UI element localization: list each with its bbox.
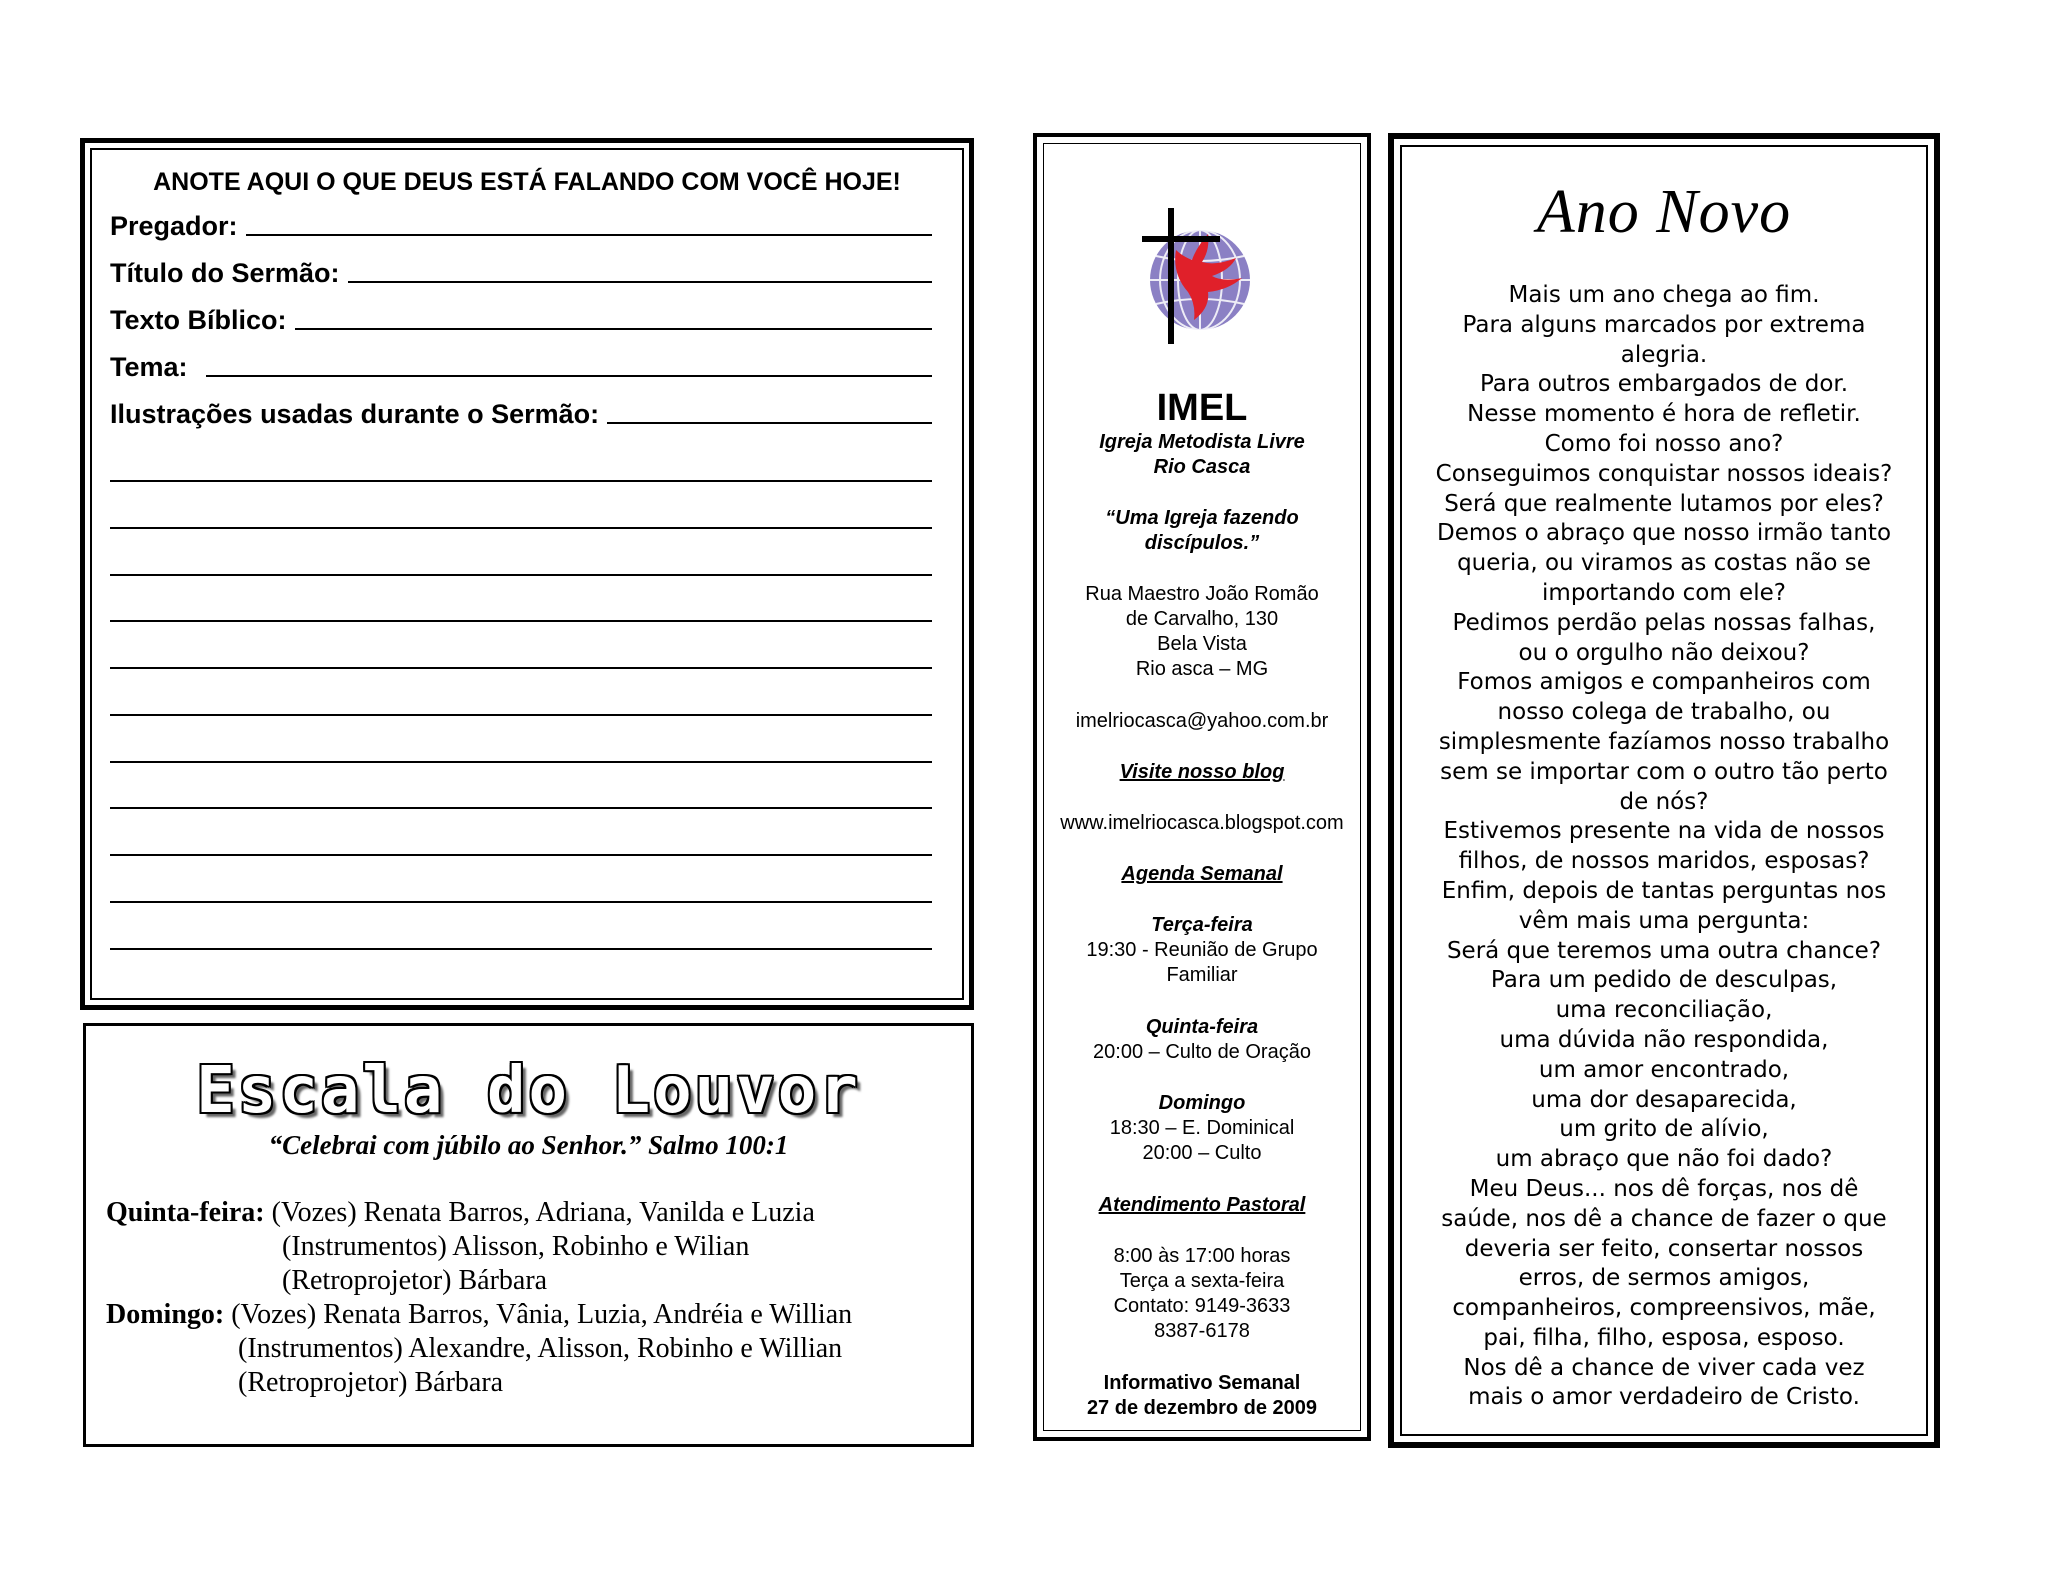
message-line: Para outros embargados de dor. [1479, 371, 1849, 398]
blog-heading: Visite nosso blog [1119, 761, 1285, 783]
agenda-tuesday-line1: 19:30 - Reunião de Grupo [1086, 939, 1318, 961]
address-line: Bela Vista [1157, 633, 1247, 655]
field-illustrations-label: Ilustrações usadas durante o Sermão: [110, 399, 600, 429]
schedule-sunday [106, 1298, 852, 1400]
field-theme-line[interactable] [206, 375, 932, 377]
message-line: Pedimos perdão pelas nossas falhas, [1452, 609, 1876, 636]
schedule-sunday-instruments: (Instrumentos) Alexandre, Alisson, Robinho e Willian [238, 1333, 843, 1364]
agenda-tuesday-line2: Familiar [1166, 964, 1238, 986]
church-info-inner-border [1043, 143, 1361, 1431]
message-line: alegria. [1620, 341, 1708, 368]
church-name-line1: Igreja Metodista Livre [1099, 431, 1305, 453]
message-line: uma dúvida não respondida, [1499, 1026, 1829, 1053]
field-illustrations [110, 394, 932, 430]
agenda-thursday [1044, 1015, 1360, 1065]
message-line: pai, filha, filho, esposa, esposo. [1483, 1324, 1845, 1351]
message-line: filhos, de nossos maridos, esposas? [1458, 848, 1870, 875]
schedule-thursday-voices: (Vozes) Renata Barros, Adriana, Vanilda e Luzia [271, 1197, 815, 1228]
message-line: importando com ele? [1542, 579, 1786, 606]
pastoral-line: 8:00 às 17:00 horas [1113, 1245, 1291, 1267]
message-line: uma dor desaparecida, [1531, 1086, 1797, 1113]
agenda-tuesday [1044, 913, 1360, 988]
message-line: um grito de alívio, [1559, 1116, 1769, 1143]
address-line: Rio asca – MG [1135, 658, 1269, 680]
message-line: saúde, nos dê a chance de fazer o que [1441, 1205, 1887, 1232]
church-name [1044, 430, 1360, 480]
message-line: Será que realmente lutamos por eles? [1444, 490, 1884, 517]
notes-blank-line[interactable] [110, 620, 932, 622]
notes-blank-line[interactable] [110, 948, 932, 950]
message-line: Mais um ano chega ao fim. [1508, 282, 1820, 308]
address-line: Rua Maestro João Romão [1085, 583, 1319, 605]
message-line: Como foi nosso ano? [1544, 430, 1784, 457]
message-line: Nos dê a chance de viver cada vez [1463, 1354, 1865, 1381]
message-line: Conseguimos conquistar nossos ideais? [1435, 460, 1893, 487]
message-line: ou o orgulho não deixou? [1518, 639, 1810, 666]
church-name-line2: Rio Casca [1153, 456, 1251, 478]
message-line: vêm mais uma pergunta: [1518, 907, 1810, 934]
new-year-message-panel [1388, 133, 1940, 1448]
agenda-tuesday-day: Terça-feira [1151, 914, 1253, 936]
field-preacher-line[interactable] [246, 234, 932, 236]
notes-blank-line[interactable] [110, 714, 932, 716]
agenda-sunday-line2: 20:00 – Culto [1142, 1142, 1262, 1164]
agenda-heading: Agenda Semanal [1121, 863, 1283, 885]
message-line: um abraço que não foi dado? [1495, 1146, 1833, 1173]
message-line: nosso colega de trabalho, ou [1497, 699, 1831, 726]
message-line: Meu Deus... nos dê forças, nos dê [1469, 1175, 1859, 1202]
notes-blank-line[interactable] [110, 574, 932, 576]
schedule-thursday-projector: (Retroprojetor) Bárbara [282, 1265, 548, 1296]
message-line: Nesse momento é hora de refletir. [1467, 401, 1861, 428]
pastoral-line: 8387-6178 [1154, 1320, 1250, 1342]
notes-blank-line[interactable] [110, 480, 932, 482]
field-preacher [110, 206, 932, 242]
notes-blank-line[interactable] [110, 527, 932, 529]
agenda-thursday-line1: 20:00 – Culto de Oração [1093, 1041, 1311, 1063]
church-motto [1044, 506, 1360, 556]
field-bible-text-line[interactable] [295, 328, 932, 330]
field-illustrations-line[interactable] [607, 422, 932, 424]
field-sermon-title [110, 253, 932, 289]
agenda-thursday-day: Quinta-feira [1145, 1016, 1259, 1038]
church-address [1044, 582, 1360, 682]
bulletin-date: 27 de dezembro de 2009 [1086, 1397, 1318, 1419]
message-line: deveria ser feito, consertar nossos [1464, 1235, 1864, 1262]
message-line: um amor encontrado, [1538, 1056, 1790, 1083]
address-line: de Carvalho, 130 [1125, 608, 1279, 630]
message-line: queria, ou viramos as costas não se [1457, 550, 1871, 577]
church-motto-line2: discípulos.” [1144, 532, 1260, 554]
message-line: erros, de sermos amigos, [1518, 1265, 1810, 1292]
logo-cross-icon [1168, 208, 1174, 344]
schedule-thursday-instruments: (Instrumentos) Alisson, Robinho e Wilian [282, 1231, 750, 1262]
message-line: sem se importar com o outro tão perto [1440, 758, 1888, 785]
sermon-notes-inner-border [90, 148, 964, 1000]
new-year-message-text [1408, 281, 1920, 1413]
notes-blank-line[interactable] [110, 807, 932, 809]
blog-url[interactable]: www.imelriocasca.blogspot.com [1060, 812, 1344, 834]
message-line: Enfim, depois de tantas perguntas nos [1441, 877, 1887, 904]
notes-heading: ANOTE AQUI O QUE DEUS ESTÁ FALANDO COM VOCÊ HOJE! [153, 168, 901, 196]
logo-cross-bar-icon [1142, 236, 1220, 242]
pastoral-line: Terça a sexta-feira [1119, 1270, 1285, 1292]
notes-blank-line[interactable] [110, 667, 932, 669]
pastoral-hours [1044, 1244, 1360, 1344]
message-line: uma reconciliação, [1555, 997, 1773, 1024]
schedule-sunday-day: Domingo: [106, 1299, 225, 1330]
notes-blank-line[interactable] [110, 761, 932, 763]
field-preacher-label: Pregador: [110, 211, 238, 241]
worship-schedule-panel [83, 1023, 974, 1447]
agenda-sunday-day: Domingo [1158, 1092, 1246, 1114]
message-line: Para alguns marcados por extrema [1462, 311, 1866, 338]
agenda-sunday-line1: 18:30 – E. Dominical [1109, 1117, 1295, 1139]
message-line: Para um pedido de desculpas, [1490, 967, 1838, 994]
schedule-thursday [106, 1196, 815, 1298]
worship-verse: “Celebrai com júbilo ao Senhor.” Salmo 100:1 [268, 1130, 789, 1160]
field-sermon-title-label: Título do Sermão: [110, 258, 340, 288]
sermon-notes-panel [80, 138, 974, 1010]
bulletin-footer [1044, 1371, 1360, 1421]
message-line: Estivemos presente na vida de nossos [1443, 818, 1885, 845]
new-year-title: Ano Novo [1536, 178, 1792, 246]
church-logo [1132, 204, 1264, 344]
church-motto-line1: “Uma Igreja fazendo [1105, 507, 1299, 529]
message-line: simplesmente fazíamos nosso trabalho [1438, 728, 1890, 755]
pastoral-line: Contato: 9149-3633 [1113, 1295, 1291, 1317]
church-email[interactable]: imelriocasca@yahoo.com.br [1075, 710, 1329, 732]
agenda-sunday [1044, 1091, 1360, 1166]
notes-blank-line[interactable] [110, 854, 932, 856]
field-bible-text [110, 300, 932, 336]
schedule-thursday-day: Quinta-feira: [106, 1197, 265, 1228]
field-theme-label: Tema: [110, 352, 188, 382]
message-line: de nós? [1619, 788, 1709, 815]
message-line: Fomos amigos e companheiros com [1457, 669, 1871, 696]
field-sermon-title-line[interactable] [348, 281, 933, 283]
pastoral-heading: Atendimento Pastoral [1098, 1194, 1306, 1216]
church-info-panel [1033, 133, 1371, 1441]
message-line: Demos o abraço que nosso irmão tanto [1436, 520, 1892, 547]
schedule-sunday-voices: (Vozes) Renata Barros, Vânia, Luzia, Andréia e Willian [231, 1299, 853, 1330]
message-line: mais o amor verdadeiro de Cristo. [1468, 1384, 1860, 1411]
field-bible-text-label: Texto Bíblico: [110, 305, 287, 335]
church-acronym: IMEL [1156, 387, 1248, 429]
message-line: companheiros, compreensivos, mãe, [1452, 1295, 1876, 1322]
message-line: Será que teremos uma outra chance? [1446, 937, 1882, 964]
bulletin-footer-line1: Informativo Semanal [1103, 1372, 1301, 1394]
schedule-sunday-projector: (Retroprojetor) Bárbara [238, 1367, 504, 1398]
field-theme [110, 347, 932, 383]
new-year-inner-border [1400, 145, 1928, 1436]
notes-blank-line[interactable] [110, 901, 932, 903]
worship-schedule-title: Escala do Louvor [196, 1054, 861, 1128]
